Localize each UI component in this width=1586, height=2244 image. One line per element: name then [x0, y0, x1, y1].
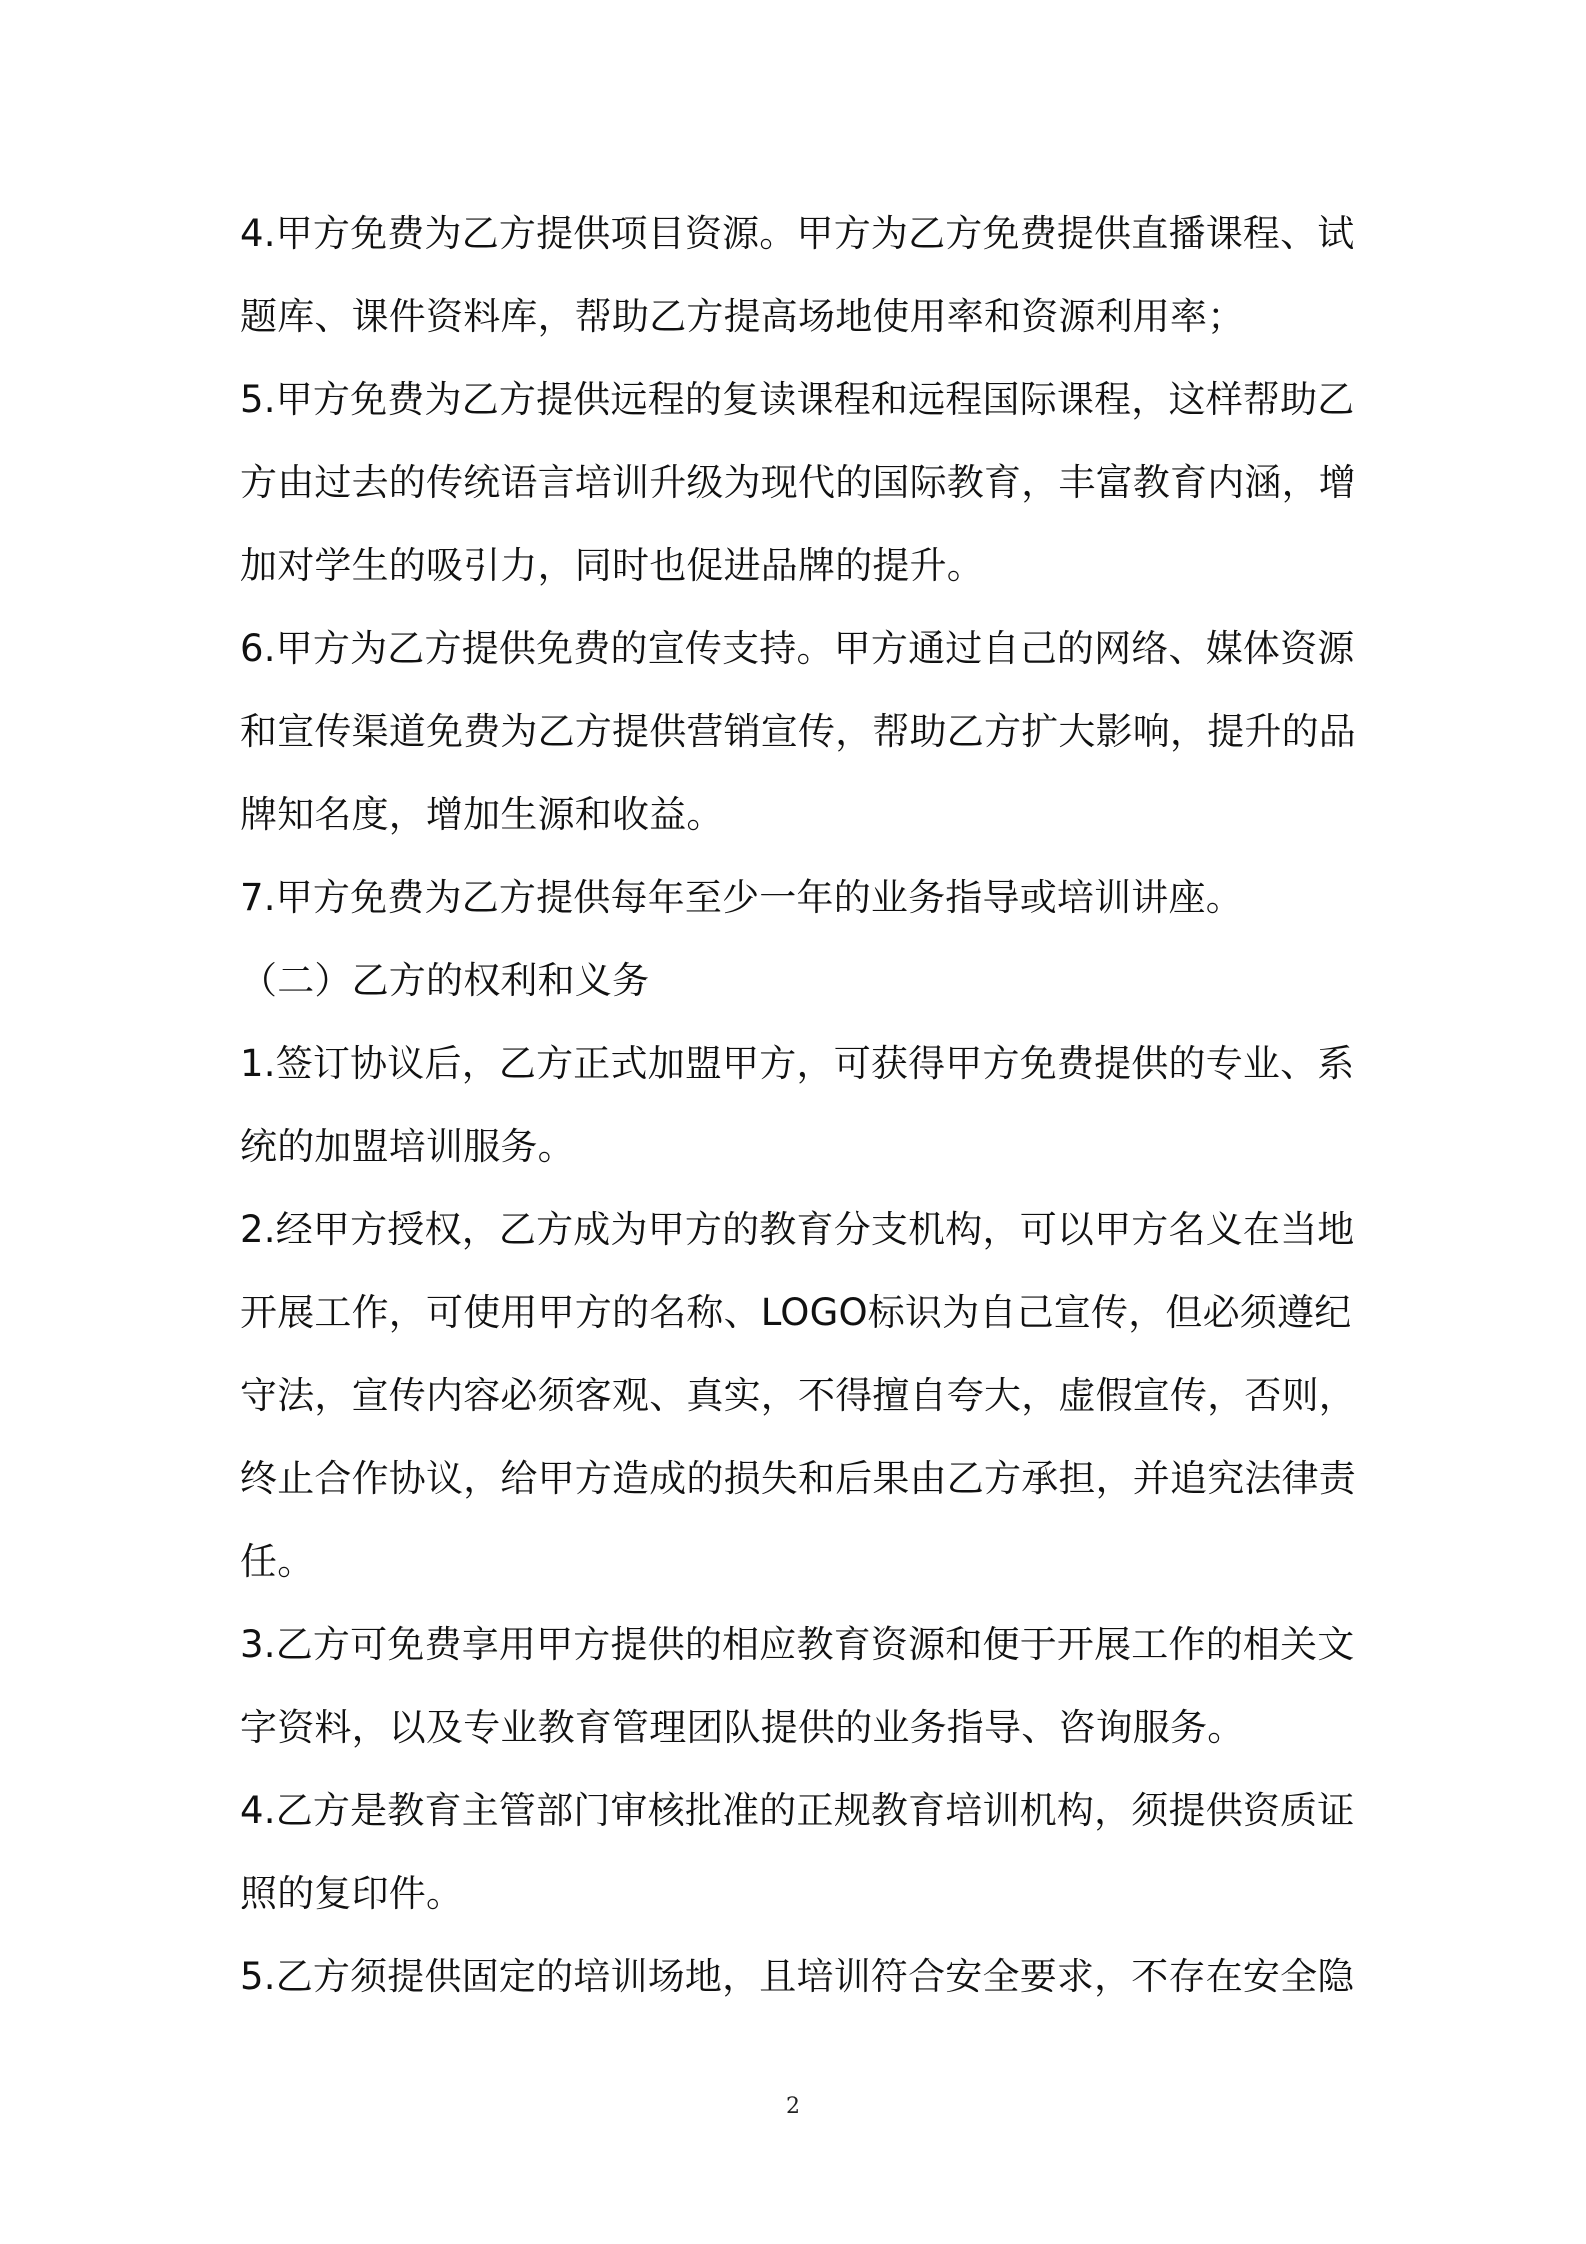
section-heading-yi-rights: （二）乙方的权利和义务: [240, 959, 650, 1002]
paragraph-yi-3: 3.乙方可免费享用甲方提供的相应教育资源和便于开展工作的相关文字资料，以及专业教育管理团队提供的业务指导、咨询服务。: [240, 1623, 1355, 1749]
paragraph-jia-6: 6.甲方为乙方提供免费的宣传支持。甲方通过自己的网络、媒体资源和宣传渠道免费为乙方提供营销宣传，帮助乙方扩大影响，提升的品牌知名度，增加生源和收益。: [240, 627, 1356, 836]
paragraph-yi-2: 2.经甲方授权，乙方成为甲方的教育分支机构，可以甲方名义在当地开展工作，可使用甲方的名称、LOGO标识为自己宣传，但必须遵纪守法，宣传内容必须客观、真实，不得擅自夸大，虚假宣传，否则，终止合作协议，给甲方造成的损失和后果由乙方承担，并追究法律责任。: [240, 1208, 1356, 1583]
page-body: [240, 192, 1360, 2018]
paragraph-jia-7: 7.甲方免费为乙方提供每年至少一年的业务指导或培训讲座。: [240, 876, 1243, 919]
paragraph-jia-5: 5.甲方免费为乙方提供远程的复读课程和远程国际课程，这样帮助乙方由过去的传统语言培训升级为现代的国际教育，丰富教育内涵，增加对学生的吸引力，同时也促进品牌的提升。: [240, 378, 1356, 587]
paragraph-jia-4: 4.甲方免费为乙方提供项目资源。甲方为乙方免费提供直播课程、试题库、课件资料库，帮助乙方提高场地使用率和资源利用率；: [240, 212, 1355, 338]
paragraph-yi-5: 5.乙方须提供固定的培训场地，且培训符合安全要求，不存在安全隐: [240, 1955, 1355, 1998]
page-number: 2: [786, 2094, 800, 2119]
paragraph-yi-4: 4.乙方是教育主管部门审核批准的正规教育培训机构，须提供资质证照的复印件。: [240, 1789, 1355, 1915]
paragraph-yi-1: 1.签订协议后，乙方正式加盟甲方，可获得甲方免费提供的专业、系统的加盟培训服务。: [240, 1042, 1355, 1168]
